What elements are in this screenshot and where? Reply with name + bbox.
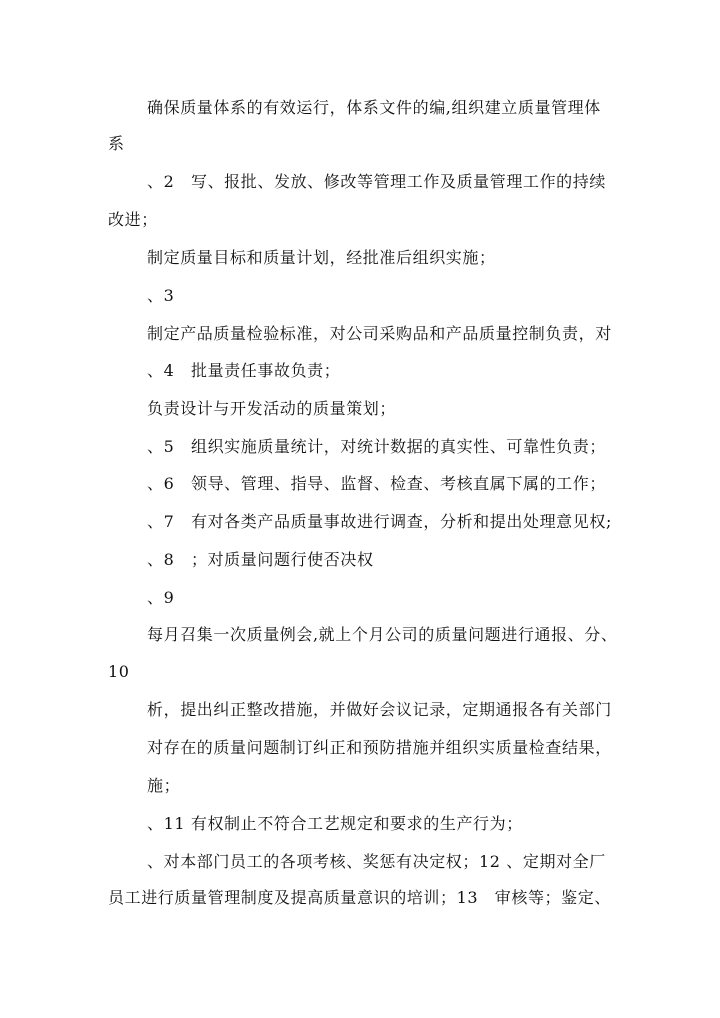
text-line: 制定产品质量检验标准，对公司采购品和产品质量控制负责，对 bbox=[147, 324, 612, 343]
text-line: 负责设计与开发活动的质量策划； bbox=[147, 399, 397, 418]
text-line: 、2 写、报批、发放、修改等管理工作及质量管理工作的持续 bbox=[147, 172, 606, 191]
text-line: 对存在的质量问题制订纠正和预防措施并组织实质量检查结果， bbox=[147, 738, 612, 757]
text-line: 、4 批量责任事故负责； bbox=[147, 361, 341, 380]
text-line: 系 bbox=[108, 134, 125, 153]
text-line: 10 bbox=[108, 662, 130, 681]
text-line: 施； bbox=[147, 776, 181, 795]
text-line: 、7 有对各类产品质量事故进行调查，分析和提出处理意见权; bbox=[147, 512, 612, 531]
text-line: 、6 领导、管理、指导、监督、检查、考核直属下属的工作； bbox=[147, 474, 606, 493]
text-line: 、3 bbox=[147, 286, 175, 305]
text-line: 制定质量目标和质量计划，经批准后组织实施； bbox=[147, 248, 496, 267]
text-line: 析，提出纠正整改措施，并做好会议记录，定期通报各有关部门 bbox=[147, 700, 612, 719]
text-line: 、11 有权制止不符合工艺规定和要求的生产行为； bbox=[147, 814, 523, 833]
text-line: 、5 组织实施质量统计，对统计数据的真实性、可靠性负责； bbox=[147, 437, 606, 456]
text-line: 、8 ；对质量问题行使否决权 bbox=[147, 550, 374, 569]
text-line: 、9 bbox=[147, 588, 175, 607]
text-line: 每月召集一次质量例会,就上个月公司的质量问题进行通报、分、 bbox=[147, 625, 618, 644]
text-line: 确保质量体系的有效运行，体系文件的编,组织建立质量管理体 bbox=[147, 98, 601, 117]
text-line: 改进； bbox=[108, 210, 158, 229]
text-line: 员工进行质量管理制度及提高质量意识的培训；13 审核等；鉴定、 bbox=[108, 888, 611, 907]
text-line: 、对本部门员工的各项考核、奖惩有决定权；12 、定期对全厂 bbox=[147, 852, 606, 871]
